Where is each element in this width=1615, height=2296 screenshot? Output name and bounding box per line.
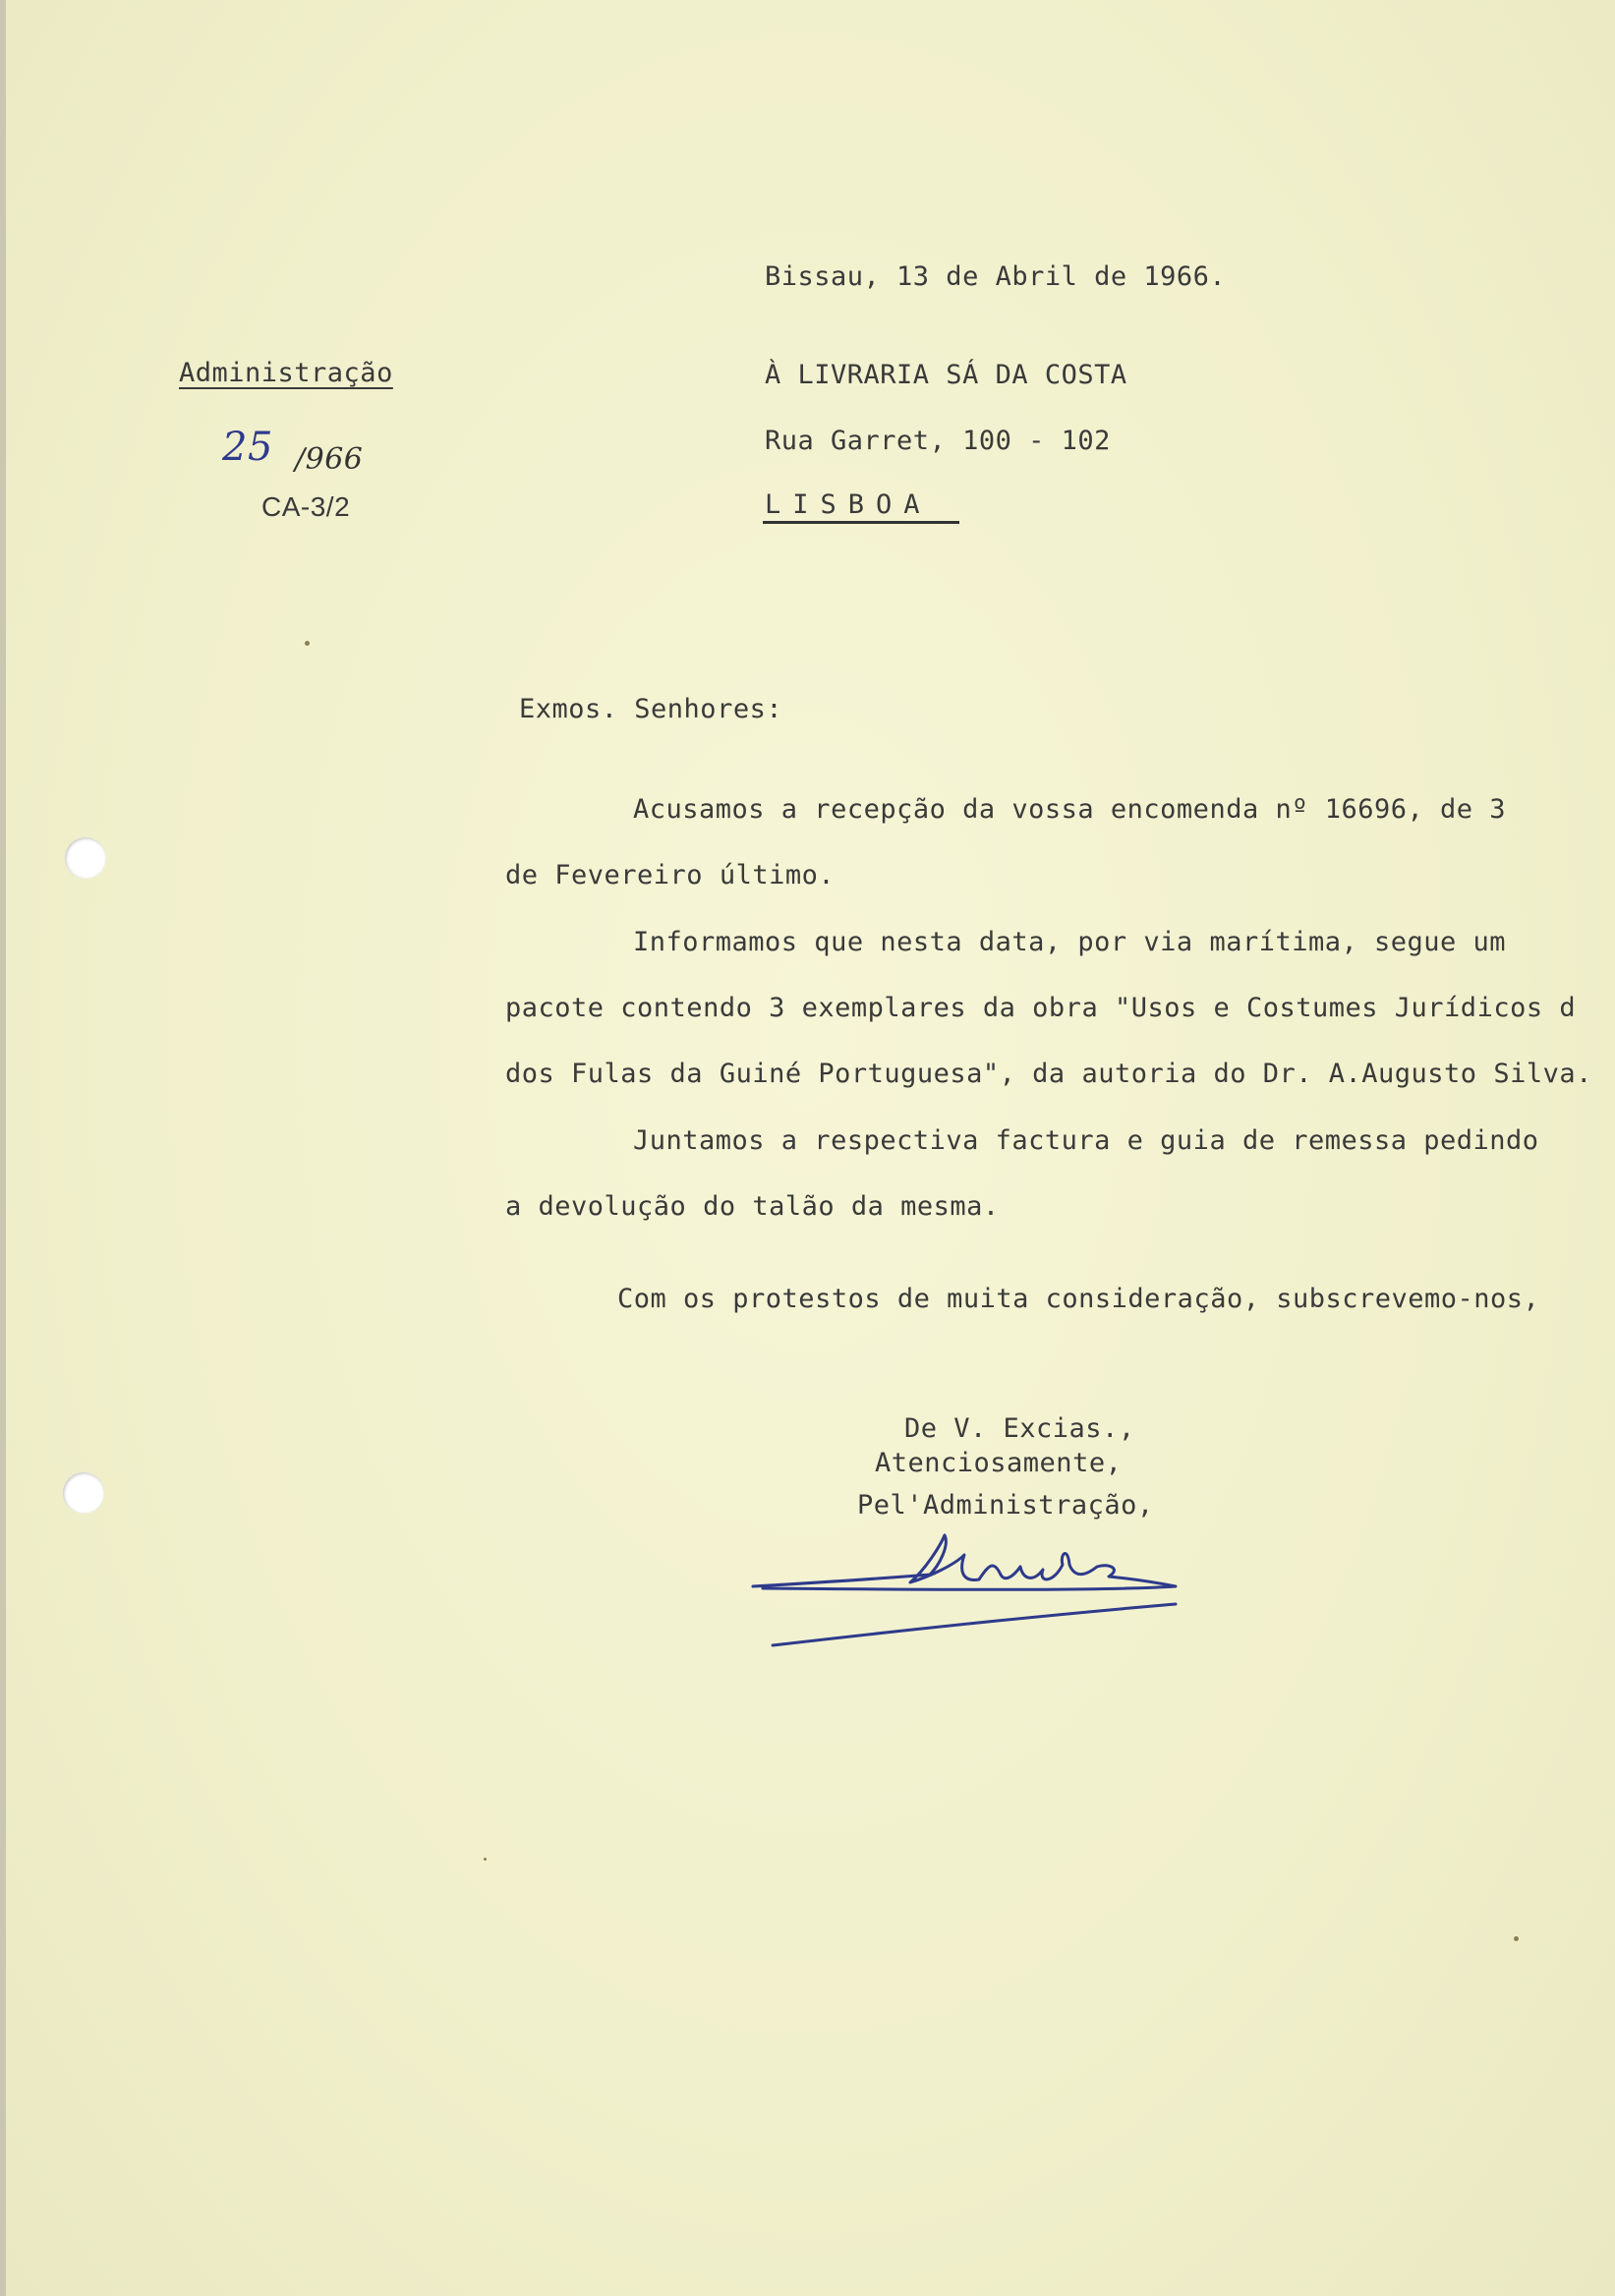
paragraph-3-line: a devolução do talão da mesma.	[505, 1191, 1000, 1222]
punch-hole	[65, 837, 106, 879]
reference-code: CA-3/2	[261, 491, 351, 522]
paragraph-2-line: dos Fulas da Guiné Portuguesa", da autoria do Dr. A.Augusto Silva.	[505, 1059, 1592, 1089]
recipient-city: LISBOA	[765, 489, 932, 520]
signoff-line: Pel'Administração,	[857, 1490, 1154, 1521]
salutation: Exmos. Senhores:	[519, 694, 783, 724]
reference-number-handwritten: 25	[222, 425, 273, 470]
city-underline	[763, 521, 959, 524]
paper-speck	[484, 1858, 487, 1861]
paragraph-1-line: de Fevereiro último.	[505, 860, 836, 890]
reference-year: /966	[295, 442, 364, 477]
recipient-name: À LIVRARIA SÁ DA COSTA	[765, 360, 1127, 390]
paragraph-2-line: pacote contendo 3 exemplares da obra "Usos e Costumes Jurídicos d	[505, 993, 1577, 1023]
signoff-line: De V. Excias.,	[904, 1413, 1135, 1444]
page-edge	[0, 0, 6, 2296]
punch-hole	[63, 1472, 104, 1514]
dateline: Bissau, 13 de Abril de 1966.	[765, 261, 1227, 292]
recipient-street: Rua Garret, 100 - 102	[765, 426, 1111, 456]
paragraph-2-line: Informamos que nesta data, por via marítima, segue um	[633, 927, 1507, 957]
closing-line: Com os protestos de muita consideração, subscrevemo-nos,	[617, 1284, 1540, 1314]
paragraph-3-line: Juntamos a respectiva factura e guia de remessa pedindo	[633, 1125, 1539, 1156]
signoff-line: Atenciosamente,	[875, 1448, 1123, 1478]
paragraph-1-line: Acusamos a recepção da vossa encomenda nº 16696, de 3	[633, 794, 1507, 825]
handwritten-signature	[743, 1525, 1195, 1663]
paper-speck	[305, 641, 310, 646]
department-label: Administração	[179, 358, 393, 388]
paper-speck	[1514, 1936, 1519, 1941]
